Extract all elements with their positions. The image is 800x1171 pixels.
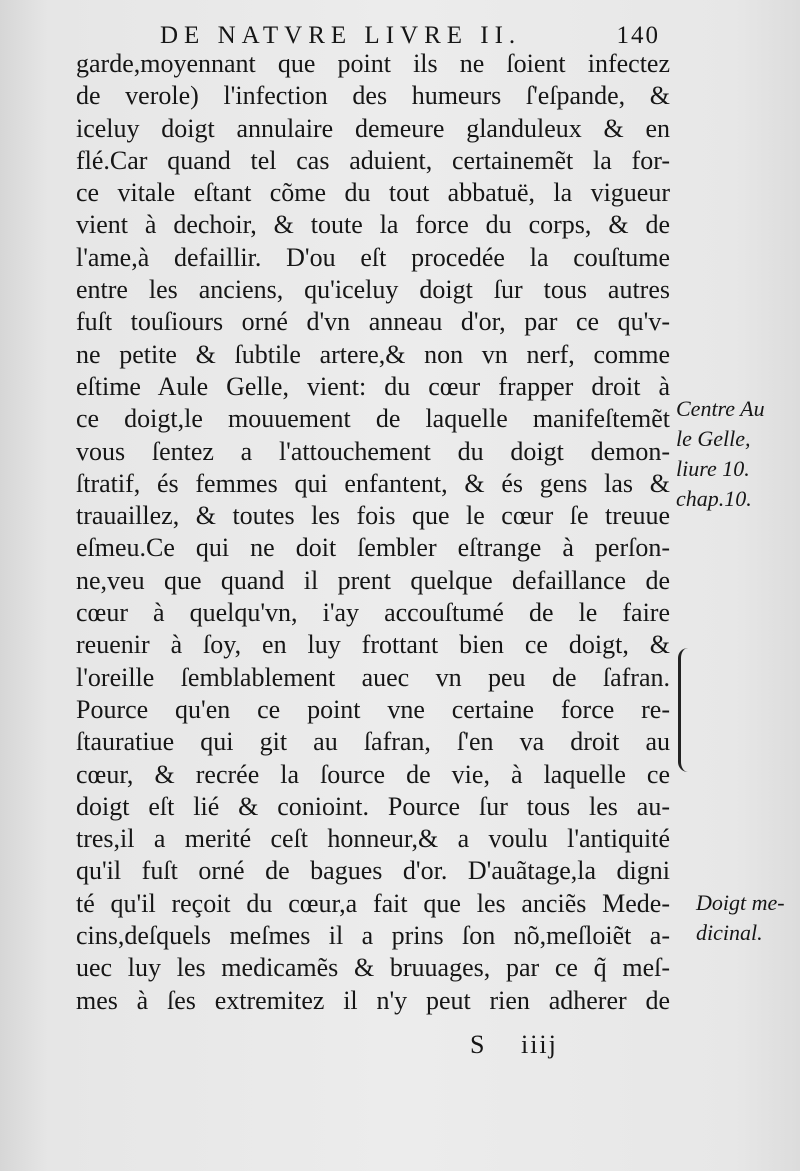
marginal-note-line: dicinal. [696, 920, 763, 945]
text-line: cœur à quelqu'vn, i'ay accouſtumé de le faire [76, 598, 670, 628]
page-number: 140 [616, 22, 660, 49]
text-line: iceluy doigt annulaire demeure glanduleux & en [76, 113, 670, 143]
signature-number: iiij [520, 1030, 558, 1059]
text-line: ce vitale eſtant cõme du tout abbatuë, la vigueur [76, 178, 670, 208]
text-line: ſtauratiue qui git au ſafran, ſ'en va droit au [76, 727, 670, 757]
text-line: ne petite & ſubtile artere,& non vn nerf, comme [76, 339, 670, 369]
text-line: l'oreille ſemblablement auec vn peu de ſafran. [76, 662, 670, 692]
text-line: l'ame,à defaillir. D'ou eſt procedée la couſtume [76, 242, 670, 272]
signature-mark [470, 1030, 558, 1060]
text-line: trauaillez, & toutes les fois que le cœur ſe treuue [76, 501, 670, 531]
marginal-note-line: le Gelle, [676, 426, 751, 451]
text-line: Pource qu'en ce point vne certaine force re- [76, 694, 670, 724]
text-line: entre les anciens, qu'iceluy doigt ſur tous autres [76, 275, 670, 305]
marginal-note-doigt-medicinal [696, 888, 792, 948]
text-line: uec luy les medicamẽs & bruuages, par ce q̃ meſ- [76, 953, 670, 983]
text-line: cœur, & recrée la ſource de vie, à laquelle ce [76, 759, 670, 789]
text-line: qu'il fuſt orné de bagues d'or. D'auãtage,la digni [76, 856, 670, 886]
text-line: ce doigt,le mouuement de laquelle manifeſtemẽt [76, 404, 670, 434]
text-line: fuſt touſiours orné d'vn anneau d'or, par ce qu'v- [76, 307, 670, 337]
marginal-note-line: chap.10. [676, 486, 752, 511]
text-line: doigt eſt lié & conioint. Pource ſur tous les au- [76, 791, 670, 821]
text-line: ne,veu que quand il prent quelque defaillance de [76, 565, 670, 595]
text-line: cins,deſquels meſmes il a prins ſon nõ,meſloiẽt a- [76, 921, 670, 951]
text-line: ſtratif, és femmes qui enfantent, & és gens las & [76, 468, 670, 498]
text-line: mes à ſes extremitez il n'y peut rien adherer de [76, 985, 670, 1015]
text-line: reuenir à ſoy, en luy frottant bien ce doigt, & [76, 630, 670, 660]
text-line: flé.Car quand tel cas aduient, certainemẽt la for- [76, 145, 670, 175]
text-line: garde,moyennant que point ils ne ſoient infectez [76, 49, 670, 78]
text-line: tres,il a merité ceſt honneur,& a voulu l'antiquité [76, 824, 670, 854]
text-line: té qu'il reçoit du cœur,a fait que les anciẽs Mede- [76, 888, 670, 918]
body-text [76, 48, 670, 1017]
text-line: vient à dechoir, & toute la force du corps, & de [76, 210, 670, 240]
text-line: eſtime Aule Gelle, vient: du cœur frapper droit à [76, 371, 670, 401]
text-line: eſmeu.Ce qui ne doit ſembler eſtrange à perſon- [76, 533, 670, 563]
margin-bracket [678, 648, 695, 772]
text-line: de verole) l'infection des humeurs ſ'eſpande, & [76, 81, 670, 111]
marginal-note-line: Doigt me- [696, 890, 785, 915]
text-line: vous ſentez a l'attouchement du doigt demon- [76, 436, 670, 466]
signature-letter: S [470, 1030, 487, 1059]
marginal-note-line: Centre Au [676, 396, 765, 421]
marginal-note-aulus-gellius [676, 394, 794, 514]
running-head-title: DE NATVRE LIVRE II. [160, 22, 522, 49]
marginal-note-line: liure 10. [676, 456, 750, 481]
